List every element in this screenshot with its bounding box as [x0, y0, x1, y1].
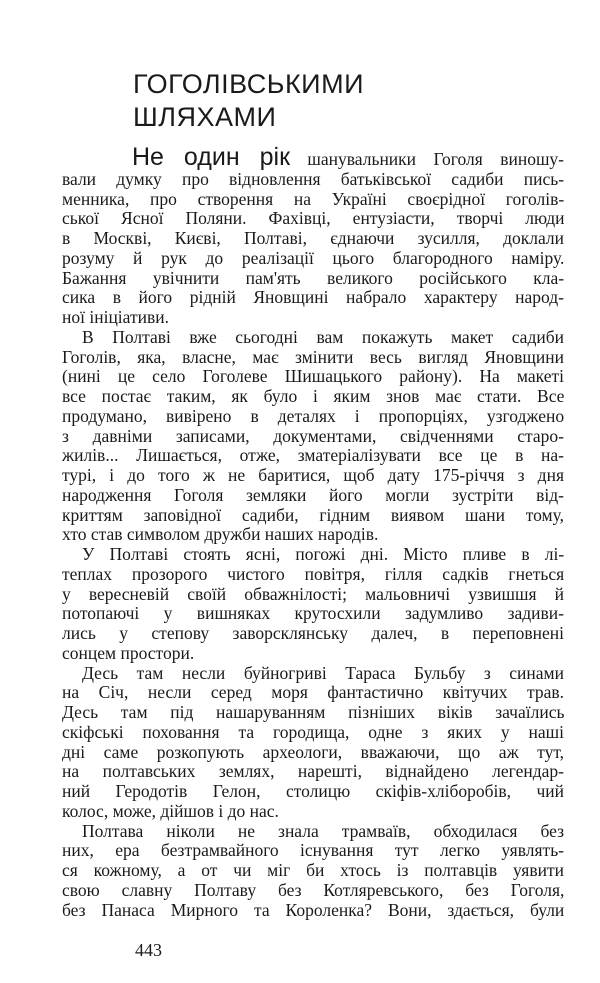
text-line — [62, 723, 564, 743]
paragraph — [62, 664, 564, 822]
line-text: на полтавських землях, нарешті, віднайдено легендар- — [62, 761, 564, 782]
text-line — [62, 143, 565, 171]
text-line — [62, 506, 564, 526]
line-text: все постає таким, як було і яким знов має стати. Все — [62, 386, 565, 406]
paragraph — [62, 545, 564, 664]
text-line — [62, 664, 564, 684]
text-line — [62, 802, 564, 822]
text-line — [62, 486, 564, 506]
line-text: скіфські поховання та городища, одне з яких у наші — [62, 721, 564, 742]
line-text: Десь там під нашаруванням пізніших віків зачаїлись — [62, 702, 565, 722]
line-text: турі, і до того ж не баритися, щоб дату 175-річчя з дня — [62, 465, 564, 485]
line-text: ся кожному, а от чи міг би хтось із полтавців уявити — [62, 860, 564, 880]
line-text: продумано, вивірено в деталях і пропорціях, узгоджено — [62, 405, 565, 426]
text-line — [62, 427, 564, 447]
line-text: теплах прозорого чистого повітря, гілля садків гнеться — [62, 563, 565, 584]
text-line — [62, 901, 564, 921]
line-text: на Січ, несли серед моря фантастично квітучих трав. — [62, 682, 564, 703]
line-text: Гоголів, яка, власне, має змінити весь вигляд Яновщини — [62, 346, 564, 367]
text-line — [62, 288, 564, 308]
text-line — [62, 348, 564, 368]
text-line — [62, 229, 564, 249]
text-line — [62, 604, 564, 624]
chapter-title-line-2: ШЛЯХАМИ — [133, 102, 277, 132]
line-text: ний Геродотів Гелон, столицю скіфів-хліборобів, чий — [62, 781, 564, 801]
paragraph — [62, 822, 564, 921]
line-text: менника, про створення на Україні своєрідної гоголів- — [62, 188, 565, 209]
text-line — [62, 743, 564, 763]
text-line — [62, 328, 564, 348]
paragraph — [62, 328, 564, 545]
text-line — [62, 585, 564, 605]
line-text: ної ініціативи. — [62, 307, 169, 327]
line-text: У Полтаві стоять ясні, погожі дні. Місто пливе в лі- — [82, 544, 565, 564]
line-text: у вересневій своїй обважнілості; мальовничі узвишшя й — [62, 583, 564, 604]
text-line — [62, 446, 564, 466]
line-text: колос, може, дійшов і до нас. — [62, 800, 279, 821]
text-line — [62, 407, 564, 427]
line-text: Бажання увічнити пам'ять великого російського кла- — [62, 267, 565, 288]
text-line — [62, 367, 564, 387]
line-text: ської Ясної Поляни. Фахівці, ентузіасти, творчі люди — [62, 208, 565, 229]
text-line — [62, 624, 564, 644]
text-line — [62, 269, 564, 289]
line-text: Десь там несли буйногриві Тараса Бульбу з синами — [82, 662, 564, 683]
text-line — [62, 170, 564, 190]
lead-in-words: Не один рік — [132, 143, 291, 171]
paragraph — [62, 143, 565, 328]
page-number: 443 — [135, 940, 162, 960]
chapter-title-line-1: ГОГОЛІВСЬКИМИ — [133, 69, 364, 99]
line-text: криттям заповідної садиби, гідним виявом шани тому, — [62, 504, 564, 525]
text-line — [62, 861, 564, 881]
line-text: без Панаса Мирного та Короленка? Вони, здається, були — [62, 899, 565, 920]
line-text: (нині це село Гоголеве Шишацького району). На макеті — [62, 366, 564, 387]
line-text: шанувальники Гоголя виношу- — [307, 149, 565, 169]
text-line — [62, 644, 564, 664]
line-text: народження Гоголя земляки його могли зустріти від- — [62, 484, 564, 505]
text-line — [62, 565, 564, 585]
line-text: вали думку про відновлення батьківської садиби пись- — [62, 168, 565, 189]
text-line — [62, 387, 564, 407]
text-line — [62, 881, 564, 901]
text-line — [62, 190, 564, 210]
text-line — [62, 545, 564, 565]
line-text: хто став символом дружби наших народів. — [62, 524, 379, 545]
line-text: з давніми записами, документами, свідченнями старо- — [62, 425, 564, 446]
text-line — [62, 822, 564, 842]
line-text: розуму й рук до реалізації цього благородного наміру. — [62, 247, 565, 268]
line-text: лись у степову заворсклянську далеч, в переповнені — [62, 623, 564, 643]
line-text: сика в його рідній Яновщині набрало характеру народ- — [62, 287, 564, 308]
text-line — [62, 209, 564, 229]
text-line — [62, 249, 564, 269]
chapter-title — [133, 68, 364, 134]
line-text: в Москві, Києві, Полтаві, єднаючи зусилля, доклали — [62, 228, 565, 248]
line-text: Полтава ніколи не знала трамваїв, обходилася без — [82, 820, 565, 841]
body-text — [62, 143, 565, 920]
text-line — [62, 782, 564, 802]
text-line — [62, 762, 564, 782]
line-text: дні саме розкопують археологи, вважаючи, що аж тут, — [62, 741, 565, 762]
line-text: сонцем простори. — [62, 642, 195, 663]
text-line — [62, 525, 564, 545]
text-line — [62, 466, 564, 486]
line-text: них, ера безтрамвайного існування тут легко уявлять- — [62, 840, 564, 861]
text-line — [62, 703, 564, 723]
line-text: свою славну Полтаву без Котляревського, без Гоголя, — [62, 879, 565, 900]
line-text: В Полтаві вже сьогодні вам покажуть макет садиби — [82, 326, 564, 347]
line-text: жилів... Лишається, отже, зматеріалізувати все це в на- — [62, 445, 564, 466]
text-line — [62, 308, 564, 328]
text-line — [62, 683, 564, 703]
line-text: потопаючі у вишняках крутосхили задумливо задиви- — [62, 603, 564, 624]
text-line — [62, 841, 564, 861]
